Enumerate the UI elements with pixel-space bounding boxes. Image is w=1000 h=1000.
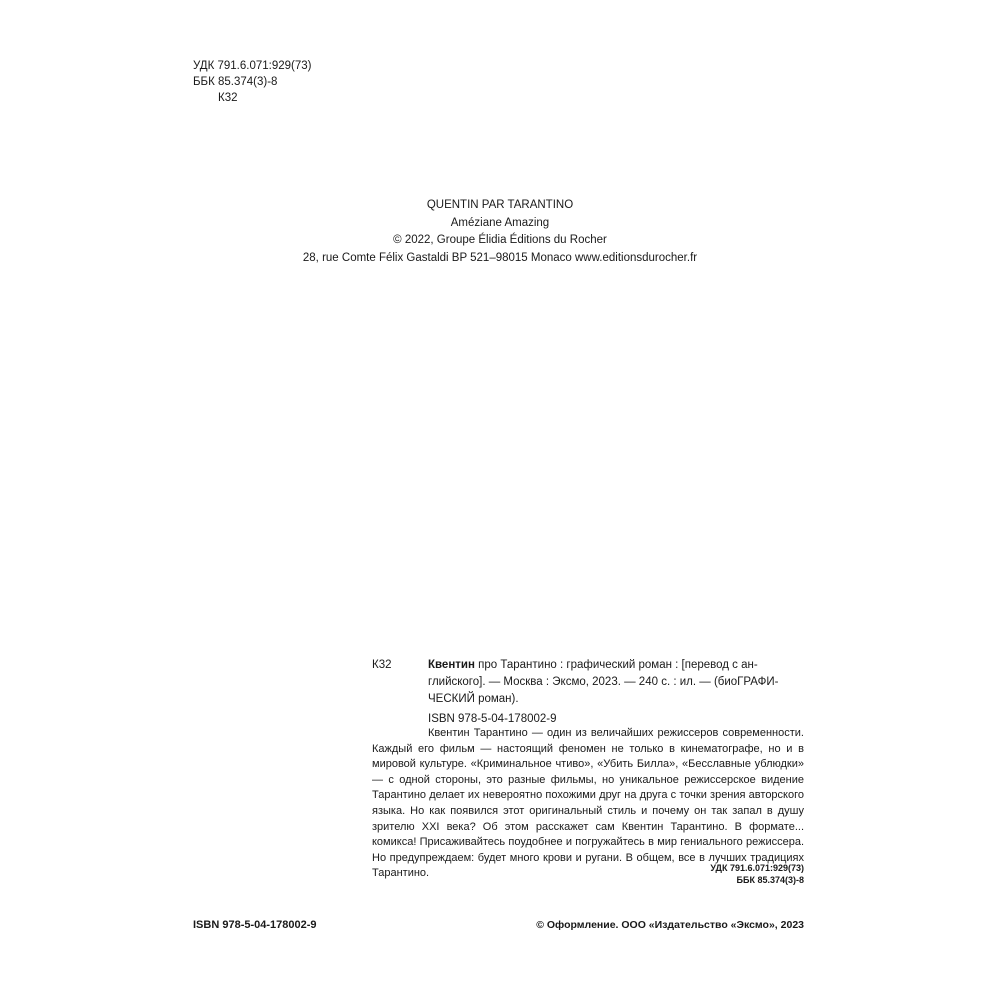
classification-codes [193,58,311,106]
catalog-line-1-rest: про Тарантино : графический роман : [перевод с ан- [474,659,758,671]
catalog-entry [372,657,804,728]
original-title: QUENTIN PAR TARANTINO [426,199,574,211]
catalog-title-bold: Квентин [428,659,475,671]
annotation-text: Квентин Тарантино — один из величайших режиссеров современности. Каждый его фильм — настоящий феномен не только в кинематографе, но и в мировой культуре. «Криминальное чтиво», «Убить Билла», «Бесславные ублюдки» — с одной стороны, это разные фильмы, но уникальное режиссерское видение Тарантино делает их невероятно похожими друг на друга с точки зрения авторского языка. Но как появился этот оригинальный стиль и почему он так запал в душу зрителю XXI века? Об этом расскажет сам Квентин Тарантино. В формате... комикса! Присаживайтесь поудобнее и погружайтесь в мир гениального режиссера. Но предупреждаем: будет много крови и ругани. В общем, все в лучших традициях Тарантино. [372,727,804,880]
catalog-line-1 [428,657,804,674]
original-copyright: © 2022, Groupe Élidia Éditions du Rocher [393,234,607,246]
original-address: 28, rue Comte Félix Gastaldi BP 521–98015 Monaco www.editionsdurocher.fr [302,251,698,264]
annotation [372,726,804,882]
catalog-isbn: ISBN 978-5-04-178002-9 [428,713,557,725]
catalog-mark: К32 [372,659,392,671]
annotation-codes [710,862,804,886]
annotation-udk: УДК 791.6.071:929(73) [710,863,804,873]
original-edition-info [0,197,1000,267]
catalog-description [428,657,804,708]
footer-isbn: ISBN 978-5-04-178002-9 [193,919,317,931]
footer-copyright: © Оформление. ООО «Издательство «Эксмо», 2023 [536,919,804,931]
bbk-code: ББК 85.374(3)-8 [193,76,278,88]
author-mark: К32 [218,92,238,104]
catalog-line-2: глийского]. — Москва : Эксмо, 2023. — 240 с. : ил. — (биоГРАФИ- [428,676,779,688]
original-author: Améziane Amazing [450,216,550,229]
annotation-bbk: ББК 85.374(3)-8 [736,875,804,885]
catalog-line-3: ЧЕСКИЙ роман). [428,693,519,705]
udk-code: УДК 791.6.071:929(73) [193,60,312,72]
